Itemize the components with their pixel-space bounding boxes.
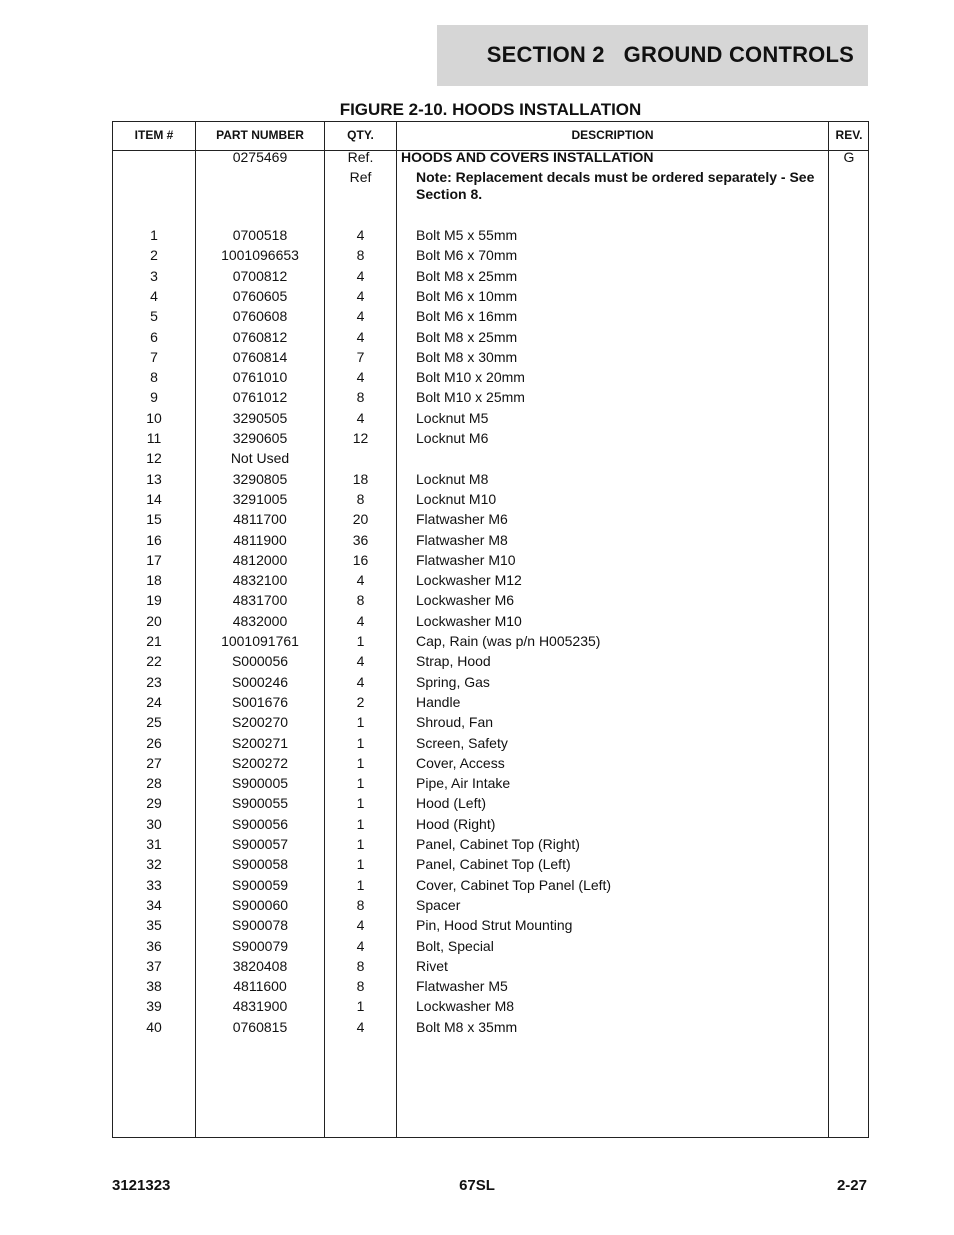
part-number: S900055: [231, 795, 289, 812]
item-number: 22: [146, 653, 162, 670]
quantity: 1: [356, 998, 365, 1015]
quantity: 1: [356, 815, 365, 832]
description: Flatwasher M5: [416, 978, 508, 995]
quantity: 4: [356, 328, 365, 345]
item-number: 31: [146, 836, 162, 852]
item-number: 7: [150, 348, 158, 365]
assembly-rev: G: [843, 149, 855, 165]
description: Rivet: [416, 957, 448, 974]
part-number: S900078: [231, 917, 289, 934]
item-number: 37: [146, 957, 162, 974]
description: Bolt M6 x 16mm: [416, 308, 518, 325]
part-number: 4811600: [233, 978, 287, 995]
description: Lockwasher M6: [416, 592, 515, 609]
part-number: 1001091761: [221, 633, 299, 649]
item-number: 26: [146, 734, 162, 751]
description: Bolt M8 x 25mm: [416, 267, 518, 284]
item-number: 9: [150, 389, 158, 406]
footer-model: 67SL: [459, 1177, 495, 1194]
description: Spacer: [416, 896, 461, 913]
description: Bolt M10 x 20mm: [416, 369, 525, 386]
description: Panel, Cabinet Top (Left): [416, 856, 571, 873]
description: Locknut M5: [416, 409, 489, 426]
description: Bolt M8 x 35mm: [416, 1018, 518, 1035]
quantity: 8: [356, 978, 365, 995]
description: Lockwasher M12: [416, 572, 522, 589]
description: Bolt M6 x 10mm: [416, 287, 518, 304]
part-number: Not Used: [230, 450, 290, 467]
part-number: S001676: [231, 693, 289, 710]
part-number: S900058: [231, 856, 289, 873]
header-rev: REV.: [835, 128, 863, 142]
parts-table: [112, 121, 869, 1138]
part-number: S900057: [231, 836, 289, 852]
part-number: S900005: [231, 775, 289, 792]
part-number: S000246: [231, 673, 289, 690]
part-number: 3291005: [232, 490, 288, 507]
quantity: 1: [356, 836, 365, 852]
quantity: 18: [352, 470, 369, 487]
item-number: 34: [146, 896, 162, 913]
part-number: 4811900: [233, 531, 287, 548]
part-number: 1001096653: [221, 247, 299, 264]
item-number: 24: [146, 693, 162, 710]
quantity: 8: [356, 896, 365, 913]
part-number: S200272: [231, 754, 289, 771]
part-number: 3290505: [232, 409, 288, 426]
note-line-2: Section 8.: [416, 186, 483, 202]
part-number: 0700812: [232, 267, 288, 284]
quantity: 12: [352, 430, 369, 446]
item-number: 15: [146, 511, 162, 528]
description: Bolt, Special: [416, 937, 494, 954]
item-number: 5: [150, 308, 158, 325]
item-number: 14: [146, 490, 162, 507]
description: Locknut M10: [416, 490, 497, 507]
item-number: 2: [150, 247, 158, 264]
item-number: 18: [146, 572, 162, 589]
item-number: 1: [150, 227, 158, 243]
description: Screen, Safety: [416, 734, 508, 751]
description: Bolt M6 x 70mm: [416, 247, 518, 264]
header-qty: QTY.: [347, 128, 374, 142]
description: Shroud, Fan: [416, 714, 494, 731]
quantity: 7: [356, 348, 365, 365]
quantity: 1: [356, 795, 365, 812]
description: Flatwasher M8: [416, 531, 508, 548]
part-number: 3290805: [232, 470, 288, 487]
quantity: 4: [356, 1018, 365, 1035]
quantity: 8: [356, 957, 365, 974]
item-number: 30: [146, 815, 162, 832]
part-number: 3820408: [232, 957, 288, 974]
item-number: 12: [146, 450, 162, 467]
part-number: 4811700: [233, 511, 287, 528]
quantity: 8: [356, 592, 365, 609]
item-number: 32: [146, 856, 162, 873]
part-number: S900060: [231, 896, 289, 913]
quantity: 4: [356, 267, 365, 284]
item-number: 28: [146, 775, 162, 792]
description: Panel, Cabinet Top (Right): [416, 836, 580, 852]
quantity: 4: [356, 369, 365, 386]
part-number: 4831900: [232, 998, 288, 1015]
footer-doc-number: 3121323: [112, 1177, 171, 1194]
description: Cap, Rain (was p/n H005235): [416, 633, 601, 649]
description: Locknut M6: [416, 430, 489, 446]
part-number: 0700518: [232, 227, 288, 243]
item-number: 36: [146, 937, 162, 954]
quantity: 4: [356, 409, 365, 426]
description: Bolt M5 x 55mm: [416, 227, 518, 243]
quantity: 4: [356, 308, 365, 325]
part-number: S200270: [231, 714, 289, 731]
description: Cover, Access: [416, 754, 505, 771]
description: Locknut M8: [416, 470, 489, 487]
quantity: 1: [356, 754, 365, 771]
part-number: S900059: [231, 876, 289, 893]
quantity: 1: [356, 714, 365, 731]
quantity: 4: [356, 572, 365, 589]
quantity: 36: [352, 531, 369, 548]
description: Pin, Hood Strut Mounting: [416, 917, 573, 934]
part-number: 0760812: [232, 328, 288, 345]
part-number: 0760608: [232, 308, 288, 325]
part-number: 0760605: [232, 287, 288, 304]
quantity: 4: [356, 937, 365, 954]
description: Pipe, Air Intake: [416, 775, 511, 792]
part-number: S900056: [231, 815, 289, 832]
item-number: 35: [146, 917, 162, 934]
description: Strap, Hood: [416, 653, 491, 670]
part-number: 3290605: [232, 430, 288, 446]
description: Flatwasher M10: [416, 551, 516, 568]
item-number: 33: [146, 876, 162, 893]
item-number: 6: [150, 328, 158, 345]
quantity: 4: [356, 612, 365, 629]
quantity: 8: [356, 389, 365, 406]
item-number: 3: [150, 267, 158, 284]
footer-page-number: 2-27: [836, 1177, 867, 1194]
quantity: 4: [356, 673, 365, 690]
item-number: 11: [146, 430, 162, 446]
figure-title: FIGURE 2-10. HOODS INSTALLATION: [339, 100, 642, 119]
description: Spring, Gas: [416, 673, 490, 690]
quantity: 1: [356, 775, 365, 792]
item-number: 27: [146, 754, 162, 771]
part-number: S200271: [231, 734, 289, 751]
section-banner: [437, 25, 868, 86]
description: Hood (Right): [416, 815, 496, 832]
assembly-part-number: 0275469: [232, 149, 288, 165]
item-number: 39: [146, 998, 162, 1015]
table-header: [113, 122, 868, 151]
header-part-number: PART NUMBER: [216, 128, 304, 142]
item-number: 29: [146, 795, 162, 812]
quantity: 4: [356, 917, 365, 934]
item-number: 8: [150, 369, 158, 386]
item-number: 13: [146, 470, 162, 487]
description: Bolt M10 x 25mm: [416, 389, 525, 406]
quantity: 1: [356, 734, 365, 751]
description: Bolt M8 x 25mm: [416, 328, 518, 345]
column-divider: [396, 122, 397, 1137]
part-number: 4832100: [232, 572, 288, 589]
item-number: 21: [146, 633, 162, 649]
description: Handle: [416, 693, 461, 710]
description: Hood (Left): [416, 795, 487, 812]
description: Flatwasher M6: [416, 511, 508, 528]
quantity: 8: [356, 490, 365, 507]
assembly-description: HOODS AND COVERS INSTALLATION: [401, 149, 654, 165]
item-number: 16: [146, 531, 162, 548]
quantity: 1: [356, 633, 365, 649]
section-title: SECTION 2 GROUND CONTROLS: [486, 42, 854, 67]
item-number: 23: [146, 673, 162, 690]
quantity: 16: [352, 551, 369, 568]
quantity: 4: [356, 653, 365, 670]
description: Lockwasher M10: [416, 612, 522, 629]
part-number: 4832000: [232, 612, 288, 629]
part-number: 0761012: [232, 389, 288, 406]
part-number: 0760814: [232, 348, 288, 365]
part-number: 0760815: [232, 1018, 288, 1035]
quantity: 1: [356, 876, 365, 893]
quantity: 20: [352, 511, 369, 528]
item-number: 19: [146, 592, 162, 609]
part-number: S000056: [231, 653, 289, 670]
quantity: 4: [356, 287, 365, 304]
column-divider: [828, 122, 829, 1137]
item-number: 38: [146, 978, 162, 995]
item-number: 25: [146, 714, 162, 731]
header-item: ITEM #: [134, 128, 174, 142]
quantity: 4: [356, 227, 365, 243]
item-number: 4: [150, 287, 158, 304]
part-number: 4831700: [232, 592, 288, 609]
item-number: 20: [146, 612, 162, 629]
quantity: 2: [356, 693, 365, 710]
header-description: DESCRIPTION: [571, 128, 654, 142]
item-number: 40: [146, 1018, 162, 1035]
assembly-qty: Ref.: [347, 149, 374, 165]
description: Lockwasher M8: [416, 998, 515, 1015]
quantity: 8: [356, 247, 365, 264]
part-number: 0761010: [232, 369, 288, 386]
description: Bolt M8 x 30mm: [416, 348, 518, 365]
part-number: 4812000: [232, 551, 288, 568]
note-line-1: Note: Replacement decals must be ordered separately - See: [416, 169, 815, 185]
quantity: 1: [356, 856, 365, 873]
note-qty: Ref: [349, 169, 372, 185]
description: Cover, Cabinet Top Panel (Left): [416, 876, 612, 893]
item-number: 10: [146, 409, 162, 426]
part-number: S900079: [231, 937, 289, 954]
item-number: 17: [146, 551, 162, 568]
